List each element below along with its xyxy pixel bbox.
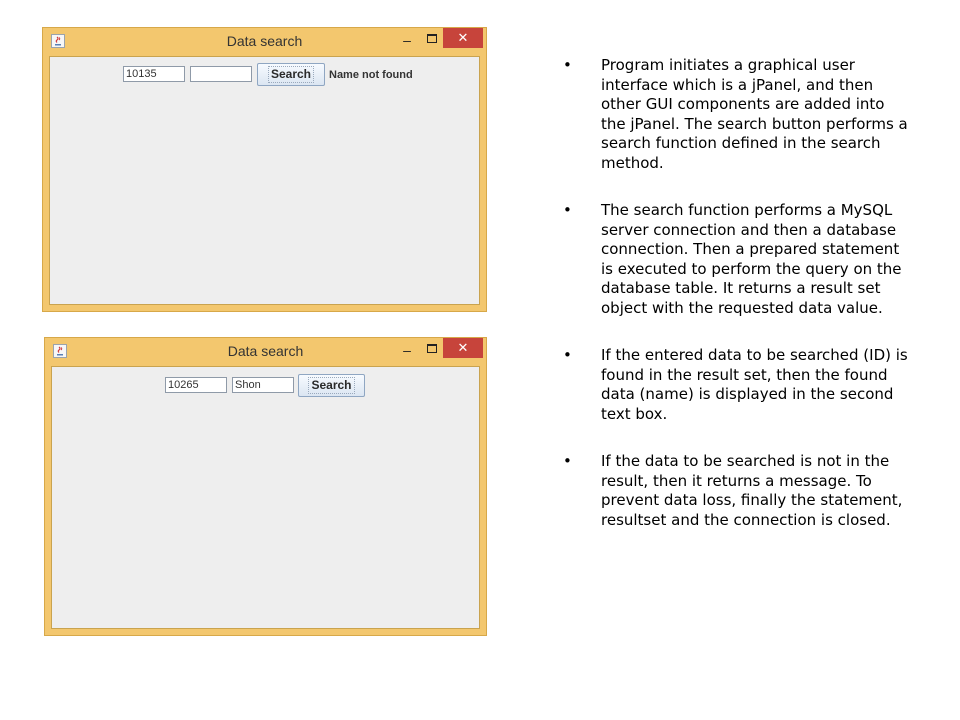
bullet-dot: • (563, 346, 572, 364)
title-bar[interactable] (43, 28, 486, 54)
name-input[interactable] (190, 66, 252, 82)
window-title: Data search (227, 343, 304, 359)
close-button[interactable]: ✕ (443, 28, 483, 48)
status-message: Name not found (329, 69, 413, 81)
window-title: Data search (226, 33, 303, 49)
title-bar[interactable] (45, 338, 486, 364)
bullet-text: Program initiates a graphical user interface which is a jPanel, and then other GUI components are added into the jPanel. The search button performs a search function defined in the search method. (601, 56, 908, 172)
data-search-window-1 (42, 27, 487, 312)
bullet-text: If the entered data to be searched (ID) is found in the result set, then the found data (name) is displayed in the second text box. (601, 346, 908, 423)
close-button[interactable]: ✕ (443, 338, 483, 358)
data-search-window-2 (44, 337, 487, 636)
bullet-dot: • (563, 201, 572, 219)
search-button-label: Search (308, 377, 354, 394)
bullet-item (563, 56, 908, 173)
bullet-item (563, 452, 908, 530)
search-button[interactable] (298, 374, 365, 397)
maximize-button[interactable] (420, 341, 442, 359)
bullet-item (563, 346, 908, 424)
explanation-list (563, 56, 908, 558)
id-input[interactable]: 10135 (123, 66, 185, 82)
bullet-text: The search function performs a MySQL server connection and then a database connection. Then a prepared statement is executed to perform the query on the database table. It returns a result set object with the requested data value. (601, 201, 902, 317)
maximize-button[interactable] (420, 31, 442, 49)
search-button-label: Search (268, 66, 314, 83)
name-input[interactable]: Shon (232, 377, 294, 393)
content-panel (49, 56, 480, 305)
bullet-dot: • (563, 56, 572, 74)
bullet-text: If the data to be searched is not in the result, then it returns a message. To prevent data loss, finally the statement, resultset and the connection is closed. (601, 452, 903, 529)
search-button[interactable] (257, 63, 325, 86)
bullet-dot: • (563, 452, 572, 470)
minimize-button[interactable]: – (403, 342, 411, 358)
minimize-button[interactable]: – (403, 32, 411, 48)
id-input[interactable]: 10265 (165, 377, 227, 393)
bullet-item (563, 201, 908, 318)
content-panel (51, 366, 480, 629)
